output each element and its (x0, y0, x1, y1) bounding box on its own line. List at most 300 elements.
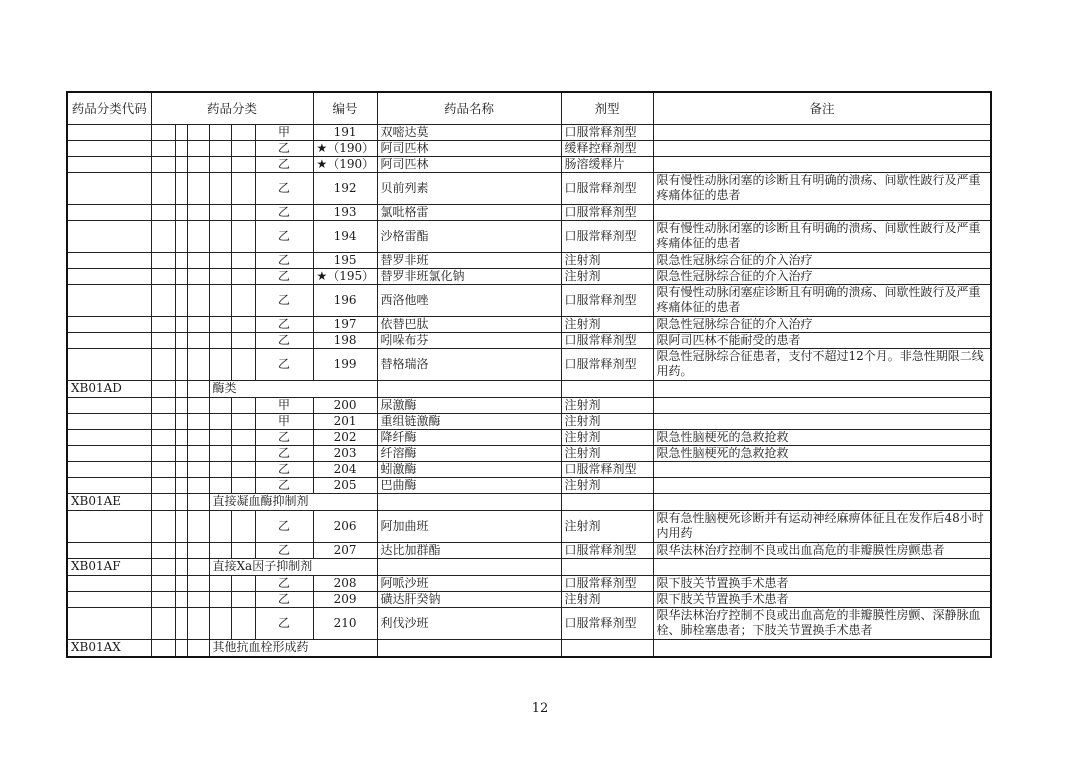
empty-cell (231, 429, 255, 445)
category-indent-cell (175, 575, 187, 591)
empty-cell (231, 124, 255, 140)
empty-cell (561, 639, 653, 657)
category-indent-cell (187, 140, 209, 156)
dosage-form-cell: 口服常释剂型 (561, 575, 653, 591)
remarks-cell: 限急性冠脉综合征的介入治疗 (653, 252, 991, 268)
page-number: 12 (531, 701, 549, 716)
category-indent-cell (151, 542, 175, 558)
code-cell (67, 156, 151, 172)
remarks-cell: 限华法林治疗控制不良或出血高危的非瓣膜性房颤、深静脉血栓、肺栓塞患者；下肢关节置换手术患者 (653, 607, 991, 639)
category-indent-cell (175, 591, 187, 607)
empty-cell (377, 380, 561, 397)
empty-cell (231, 575, 255, 591)
number-cell: 204 (313, 461, 377, 477)
remarks-cell: 限阿司匹林不能耐受的患者 (653, 332, 991, 348)
category-indent-cell (187, 429, 209, 445)
category-indent-cell (187, 510, 209, 542)
drug-row (67, 284, 991, 316)
category-indent-cell (175, 124, 187, 140)
category-indent-cell (175, 332, 187, 348)
drug-name-cell: 阿司匹林 (377, 156, 561, 172)
category-indent-cell (151, 156, 175, 172)
category-indent-cell (209, 477, 231, 493)
code-cell (67, 284, 151, 316)
code-cell (67, 124, 151, 140)
empty-cell (231, 607, 255, 639)
grade-cell: 乙 (255, 172, 313, 204)
grade-cell: 乙 (255, 429, 313, 445)
drug-name-cell: 替罗非班氯化钠 (377, 268, 561, 284)
category-code: XB01AD (67, 380, 151, 397)
grade-cell: 乙 (255, 284, 313, 316)
remarks-cell (653, 397, 991, 413)
remarks-cell: 限华法林治疗控制不良或出血高危的非瓣膜性房颤患者 (653, 542, 991, 558)
empty-cell (231, 461, 255, 477)
grade-cell: 乙 (255, 542, 313, 558)
dosage-form-cell: 口服常释剂型 (561, 172, 653, 204)
category-indent-cell (209, 156, 231, 172)
category-indent-cell (175, 284, 187, 316)
remarks-cell: 限有慢性动脉闭塞的诊断且有明确的溃疡、间歇性跛行及严重疼痛体征的患者 (653, 172, 991, 204)
category-indent-cell (151, 348, 175, 380)
category-indent-cell (187, 268, 209, 284)
code-cell (67, 348, 151, 380)
dosage-form-cell: 注射剂 (561, 413, 653, 429)
dosage-form-cell: 口服常释剂型 (561, 220, 653, 252)
empty-cell (231, 172, 255, 204)
empty-cell (231, 348, 255, 380)
empty-cell (231, 140, 255, 156)
category-code: XB01AF (67, 558, 151, 575)
number-cell: ★（190） (313, 140, 377, 156)
empty-cell (561, 380, 653, 397)
grade-cell: 乙 (255, 445, 313, 461)
empty-cell (377, 639, 561, 657)
code-cell (67, 477, 151, 493)
empty-cell (175, 493, 187, 510)
category-indent-cell (187, 332, 209, 348)
dosage-form-cell: 口服常释剂型 (561, 607, 653, 639)
header-dosage-form: 剂型 (561, 92, 653, 124)
category-indent-cell (151, 332, 175, 348)
category-indent-cell (151, 397, 175, 413)
category-indent-cell (209, 316, 231, 332)
empty-cell (151, 380, 175, 397)
drug-name-cell: 降纤酶 (377, 429, 561, 445)
number-cell: 193 (313, 204, 377, 220)
empty-cell (231, 156, 255, 172)
category-indent-cell (151, 268, 175, 284)
category-indent-cell (209, 124, 231, 140)
empty-cell (561, 493, 653, 510)
number-cell: ★（195） (313, 268, 377, 284)
drug-name-cell: 阿哌沙班 (377, 575, 561, 591)
category-indent-cell (187, 316, 209, 332)
empty-cell (231, 268, 255, 284)
drug-name-cell: 替罗非班 (377, 252, 561, 268)
number-cell: 209 (313, 591, 377, 607)
number-cell: 200 (313, 397, 377, 413)
category-row (67, 493, 991, 510)
category-indent-cell (187, 220, 209, 252)
dosage-form-cell: 肠溶缓释片 (561, 156, 653, 172)
drug-row (67, 607, 991, 639)
category-indent-cell (175, 140, 187, 156)
empty-cell (175, 380, 187, 397)
drug-name-cell: 贝前列素 (377, 172, 561, 204)
category-indent-cell (187, 542, 209, 558)
drug-row (67, 316, 991, 332)
grade-cell: 乙 (255, 316, 313, 332)
drug-name-cell: 阿加曲班 (377, 510, 561, 542)
category-title: 直接凝血酶抑制剂 (209, 493, 377, 510)
empty-cell (231, 284, 255, 316)
grade-cell: 乙 (255, 607, 313, 639)
remarks-cell: 限有慢性动脉闭塞症诊断且有明确的溃疡、间歇性跛行及严重疼痛体征的患者 (653, 284, 991, 316)
number-cell: 196 (313, 284, 377, 316)
category-indent-cell (151, 172, 175, 204)
category-indent-cell (187, 124, 209, 140)
dosage-form-cell: 口服常释剂型 (561, 348, 653, 380)
category-row (67, 380, 991, 397)
drug-row (67, 172, 991, 204)
number-cell: 195 (313, 252, 377, 268)
drug-name-cell: 依替巴肽 (377, 316, 561, 332)
category-indent-cell (187, 413, 209, 429)
category-indent-cell (151, 204, 175, 220)
drug-name-cell: 氯吡格雷 (377, 204, 561, 220)
drug-name-cell: 吲哚布芬 (377, 332, 561, 348)
empty-cell (231, 413, 255, 429)
remarks-cell (653, 156, 991, 172)
dosage-form-cell: 注射剂 (561, 591, 653, 607)
dosage-form-cell: 口服常释剂型 (561, 284, 653, 316)
table-header-row (67, 92, 991, 124)
drug-row (67, 429, 991, 445)
category-indent-cell (209, 591, 231, 607)
category-indent-cell (151, 124, 175, 140)
code-cell (67, 510, 151, 542)
category-indent-cell (151, 477, 175, 493)
code-cell (67, 140, 151, 156)
category-indent-cell (187, 607, 209, 639)
category-code: XB01AE (67, 493, 151, 510)
empty-cell (231, 477, 255, 493)
empty-cell (377, 558, 561, 575)
grade-cell: 乙 (255, 591, 313, 607)
drug-name-cell: 重组链激酶 (377, 413, 561, 429)
code-cell (67, 575, 151, 591)
drug-name-cell: 西洛他唑 (377, 284, 561, 316)
dosage-form-cell: 口服常释剂型 (561, 461, 653, 477)
number-cell: 198 (313, 332, 377, 348)
drug-row (67, 332, 991, 348)
category-indent-cell (209, 172, 231, 204)
category-indent-cell (209, 445, 231, 461)
category-indent-cell (151, 591, 175, 607)
category-indent-cell (209, 268, 231, 284)
category-indent-cell (187, 172, 209, 204)
remarks-cell: 限急性冠脉综合征患者，支付不超过12个月。非急性期限二线用药。 (653, 348, 991, 380)
category-indent-cell (209, 575, 231, 591)
empty-cell (151, 558, 175, 575)
empty-cell (187, 380, 209, 397)
empty-cell (231, 252, 255, 268)
category-indent-cell (209, 429, 231, 445)
number-cell: 202 (313, 429, 377, 445)
remarks-cell: 限下肢关节置换手术患者 (653, 575, 991, 591)
number-cell: 206 (313, 510, 377, 542)
code-cell (67, 445, 151, 461)
category-title: 直接Xa因子抑制剂 (209, 558, 377, 575)
category-indent-cell (175, 156, 187, 172)
category-indent-cell (187, 445, 209, 461)
category-indent-cell (151, 316, 175, 332)
header-code: 药品分类代码 (67, 92, 151, 124)
category-indent-cell (175, 413, 187, 429)
dosage-form-cell: 注射剂 (561, 252, 653, 268)
grade-cell: 乙 (255, 268, 313, 284)
empty-cell (187, 558, 209, 575)
code-cell (67, 542, 151, 558)
empty-cell (231, 445, 255, 461)
number-cell: 210 (313, 607, 377, 639)
category-title: 酶类 (209, 380, 377, 397)
category-indent-cell (175, 397, 187, 413)
category-indent-cell (175, 252, 187, 268)
empty-cell (231, 591, 255, 607)
drug-row (67, 220, 991, 252)
category-indent-cell (151, 413, 175, 429)
drug-name-cell: 蚓激酶 (377, 461, 561, 477)
category-indent-cell (209, 332, 231, 348)
drug-row (67, 252, 991, 268)
category-code: XB01AX (67, 639, 151, 657)
grade-cell: 乙 (255, 156, 313, 172)
category-indent-cell (175, 542, 187, 558)
drug-row (67, 510, 991, 542)
number-cell: 192 (313, 172, 377, 204)
drug-row (67, 268, 991, 284)
grade-cell: 乙 (255, 477, 313, 493)
category-indent-cell (187, 477, 209, 493)
drug-name-cell: 纤溶酶 (377, 445, 561, 461)
dosage-form-cell: 注射剂 (561, 445, 653, 461)
category-indent-cell (175, 220, 187, 252)
category-indent-cell (187, 461, 209, 477)
drug-name-cell: 达比加群酯 (377, 542, 561, 558)
dosage-form-cell: 口服常释剂型 (561, 204, 653, 220)
grade-cell: 乙 (255, 510, 313, 542)
category-indent-cell (209, 220, 231, 252)
number-cell: 199 (313, 348, 377, 380)
remarks-cell: 限急性脑梗死的急救抢救 (653, 445, 991, 461)
grade-cell: 乙 (255, 204, 313, 220)
empty-cell (231, 510, 255, 542)
number-cell: ★（190） (313, 156, 377, 172)
drug-row (67, 124, 991, 140)
number-cell: 201 (313, 413, 377, 429)
drug-row (67, 542, 991, 558)
category-title: 其他抗血栓形成药 (209, 639, 377, 657)
code-cell (67, 429, 151, 445)
category-indent-cell (151, 607, 175, 639)
remarks-cell: 限有慢性动脉闭塞的诊断且有明确的溃疡、间歇性跛行及严重疼痛体征的患者 (653, 220, 991, 252)
drug-row (67, 445, 991, 461)
dosage-form-cell: 注射剂 (561, 477, 653, 493)
drug-row (67, 591, 991, 607)
grade-cell: 乙 (255, 220, 313, 252)
dosage-form-cell: 口服常释剂型 (561, 124, 653, 140)
category-indent-cell (209, 542, 231, 558)
category-indent-cell (151, 220, 175, 252)
drug-name-cell: 阿司匹林 (377, 140, 561, 156)
drug-row (67, 204, 991, 220)
empty-cell (187, 493, 209, 510)
code-cell (67, 220, 151, 252)
grade-cell: 乙 (255, 332, 313, 348)
category-indent-cell (187, 348, 209, 380)
dosage-form-cell: 缓释控释剂型 (561, 140, 653, 156)
category-indent-cell (209, 204, 231, 220)
empty-cell (175, 558, 187, 575)
remarks-cell (653, 140, 991, 156)
empty-cell (653, 639, 991, 657)
category-indent-cell (209, 510, 231, 542)
category-indent-cell (175, 445, 187, 461)
category-indent-cell (151, 575, 175, 591)
remarks-cell (653, 413, 991, 429)
code-cell (67, 316, 151, 332)
number-cell: 194 (313, 220, 377, 252)
drug-name-cell: 利伐沙班 (377, 607, 561, 639)
drug-name-cell: 替格瑞洛 (377, 348, 561, 380)
grade-cell: 乙 (255, 252, 313, 268)
code-cell (67, 461, 151, 477)
category-indent-cell (209, 413, 231, 429)
grade-cell: 甲 (255, 413, 313, 429)
remarks-cell (653, 461, 991, 477)
dosage-form-cell: 口服常释剂型 (561, 542, 653, 558)
drug-row (67, 397, 991, 413)
drug-name-cell: 双嘧达莫 (377, 124, 561, 140)
number-cell: 191 (313, 124, 377, 140)
number-cell: 207 (313, 542, 377, 558)
empty-cell (175, 639, 187, 657)
empty-cell (231, 316, 255, 332)
drug-row (67, 156, 991, 172)
drug-row (67, 461, 991, 477)
drug-row (67, 477, 991, 493)
drug-row (67, 348, 991, 380)
category-indent-cell (175, 607, 187, 639)
category-indent-cell (175, 316, 187, 332)
category-indent-cell (187, 204, 209, 220)
category-indent-cell (187, 284, 209, 316)
category-indent-cell (187, 397, 209, 413)
category-indent-cell (151, 140, 175, 156)
category-indent-cell (187, 591, 209, 607)
category-indent-cell (175, 204, 187, 220)
remarks-cell: 限急性冠脉综合征的介入治疗 (653, 316, 991, 332)
code-cell (67, 268, 151, 284)
category-indent-cell (151, 429, 175, 445)
dosage-form-cell: 注射剂 (561, 268, 653, 284)
remarks-cell: 限急性冠脉综合征的介入治疗 (653, 268, 991, 284)
grade-cell: 乙 (255, 348, 313, 380)
remarks-cell (653, 124, 991, 140)
header-category: 药品分类 (151, 92, 313, 124)
empty-cell (653, 380, 991, 397)
code-cell (67, 172, 151, 204)
category-indent-cell (151, 252, 175, 268)
category-indent-cell (209, 607, 231, 639)
category-indent-cell (175, 172, 187, 204)
drug-row (67, 140, 991, 156)
empty-cell (231, 204, 255, 220)
category-indent-cell (209, 461, 231, 477)
code-cell (67, 204, 151, 220)
category-indent-cell (175, 268, 187, 284)
category-indent-cell (187, 156, 209, 172)
grade-cell: 乙 (255, 140, 313, 156)
category-indent-cell (175, 477, 187, 493)
grade-cell: 甲 (255, 124, 313, 140)
header-name: 药品名称 (377, 92, 561, 124)
header-remarks: 备注 (653, 92, 991, 124)
grade-cell: 甲 (255, 397, 313, 413)
remarks-cell: 限下肢关节置换手术患者 (653, 591, 991, 607)
dosage-form-cell: 注射剂 (561, 316, 653, 332)
category-indent-cell (175, 348, 187, 380)
number-cell: 205 (313, 477, 377, 493)
drug-name-cell: 沙格雷酯 (377, 220, 561, 252)
empty-cell (231, 332, 255, 348)
drug-name-cell: 尿激酶 (377, 397, 561, 413)
category-indent-cell (209, 348, 231, 380)
drug-table (66, 91, 992, 658)
category-indent-cell (151, 461, 175, 477)
remarks-cell (653, 477, 991, 493)
category-indent-cell (187, 575, 209, 591)
category-indent-cell (175, 510, 187, 542)
drug-name-cell: 磺达肝癸钠 (377, 591, 561, 607)
empty-cell (377, 493, 561, 510)
dosage-form-cell: 注射剂 (561, 510, 653, 542)
empty-cell (151, 639, 175, 657)
code-cell (67, 332, 151, 348)
category-indent-cell (209, 252, 231, 268)
code-cell (67, 413, 151, 429)
grade-cell: 乙 (255, 461, 313, 477)
code-cell (67, 397, 151, 413)
drug-row (67, 413, 991, 429)
dosage-form-cell: 口服常释剂型 (561, 332, 653, 348)
number-cell: 197 (313, 316, 377, 332)
empty-cell (653, 558, 991, 575)
category-indent-cell (151, 445, 175, 461)
empty-cell (151, 493, 175, 510)
dosage-form-cell: 注射剂 (561, 429, 653, 445)
code-cell (67, 252, 151, 268)
grade-cell: 乙 (255, 575, 313, 591)
remarks-cell: 限急性脑梗死的急救抢救 (653, 429, 991, 445)
drug-row (67, 575, 991, 591)
category-indent-cell (209, 284, 231, 316)
code-cell (67, 607, 151, 639)
number-cell: 203 (313, 445, 377, 461)
category-indent-cell (187, 252, 209, 268)
